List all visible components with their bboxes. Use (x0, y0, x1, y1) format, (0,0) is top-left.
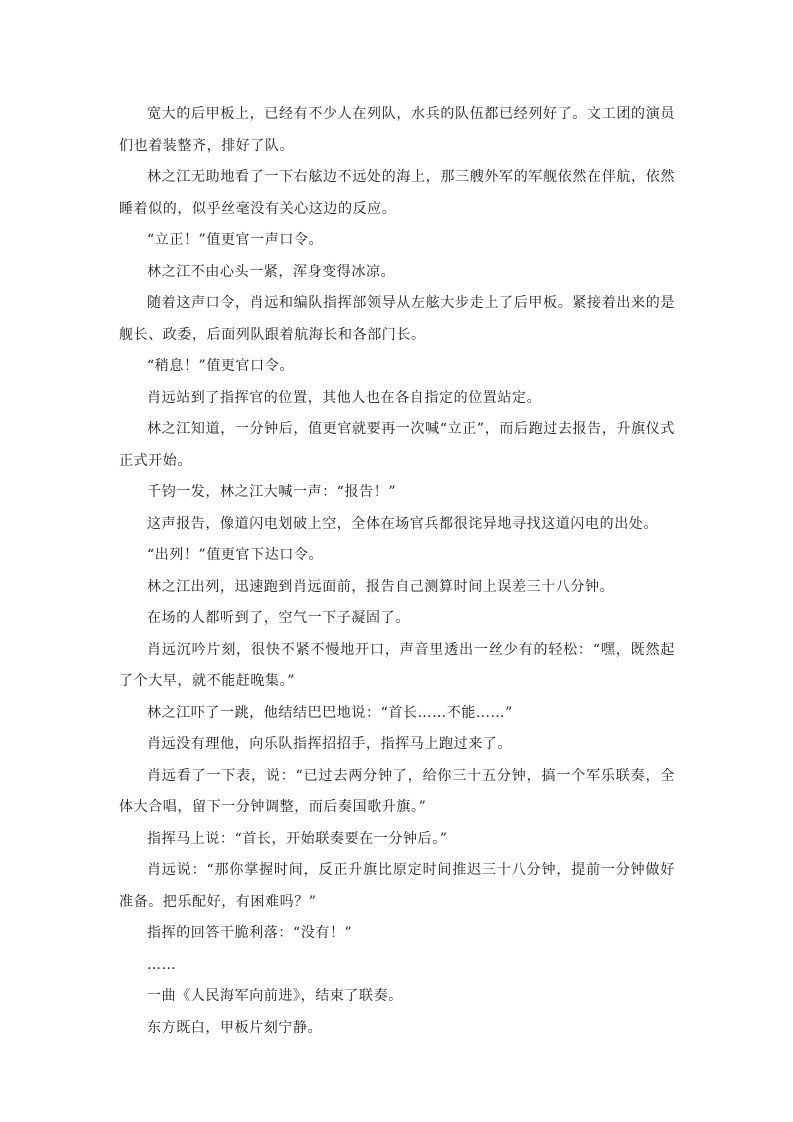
story-text (119, 99, 675, 1044)
paragraph: 在场的人都听到了，空气一下子凝固了。 (147, 610, 410, 626)
paragraph: 指挥马上说：“首长，开始联奏要在一分钟后。” (147, 830, 448, 847)
paragraph: “立正！”值更官一声口令。 (147, 232, 324, 248)
paragraph: 一曲《人民海军向前进》，结束了联奏。 (147, 988, 403, 1004)
paragraph: 肖远没有理他，向乐队指挥招招手，指挥马上跑过来了。 (147, 736, 512, 752)
paragraph: 宽大的后甲板上，已经有不少人在列队，水兵的队伍都已经列好了。文工团的演员们也着装整齐，排好了队。 (119, 106, 675, 154)
paragraph: 肖远沉吟片刻，很快不紧不慢地开口，声音里透出一丝少有的轻松：“嘿，既然起了个大早，就不能赶晚集。” (119, 641, 675, 689)
paragraph: 林之江不由心头一紧，浑身变得冰凉。 (147, 263, 396, 280)
paragraph: 这声报告，像道闪电划破上空，全体在场官兵都很诧异地寻找这道闪电的出处。 (147, 515, 658, 532)
paragraph: 林之江吓了一跳，他结结巴巴地说：“首长……不能……” (147, 704, 513, 721)
paragraph: 随着这声口令，肖远和编队指挥部领导从左舷大步走上了后甲板。紧接着出来的是舰长、政委，后面列队跟着航海长和各部门长。 (119, 295, 675, 343)
paragraph: 林之江出列，迅速跑到肖远面前，报告自己测算时间上误差三十八分钟。 (147, 578, 615, 595)
paragraph: …… (147, 956, 177, 973)
paragraph: 林之江无助地看了一下右舷边不远处的海上，那三艘外军的军舰依然在伴航，依然睡着似的，似乎丝毫没有关心这边的反应。 (119, 169, 675, 217)
paragraph: 千钧一发，林之江大喊一声：“报告！” (147, 484, 397, 500)
paragraph: 肖远站到了指挥官的位置，其他人也在各自指定的位置站定。 (147, 389, 542, 406)
paragraph: 指挥的回答干脆利落：“没有！” (147, 925, 353, 941)
paragraph: 肖远说：“那你掌握时间，反正升旗比原定时间推迟三十八分钟，提前一分钟做好准备。把乐配好，有困难吗？” (119, 862, 675, 910)
paragraph: 肖远看了一下表，说：“已过去两分钟了，给你三十五分钟，搞一个军乐联奏，全体大合唱，留下一分钟调整，而后奏国歌升旗。” (119, 767, 675, 815)
paragraph: “稍息！”值更官口令。 (147, 358, 294, 374)
paragraph: “出列！”值更官下达口令。 (147, 547, 324, 563)
paragraph: 林之江知道，一分钟后，值更官就要再一次喊“立正”，而后跑过去报告，升旗仪式正式开始。 (119, 421, 675, 469)
paragraph: 东方既白，甲板片刻宁静。 (147, 1019, 323, 1036)
